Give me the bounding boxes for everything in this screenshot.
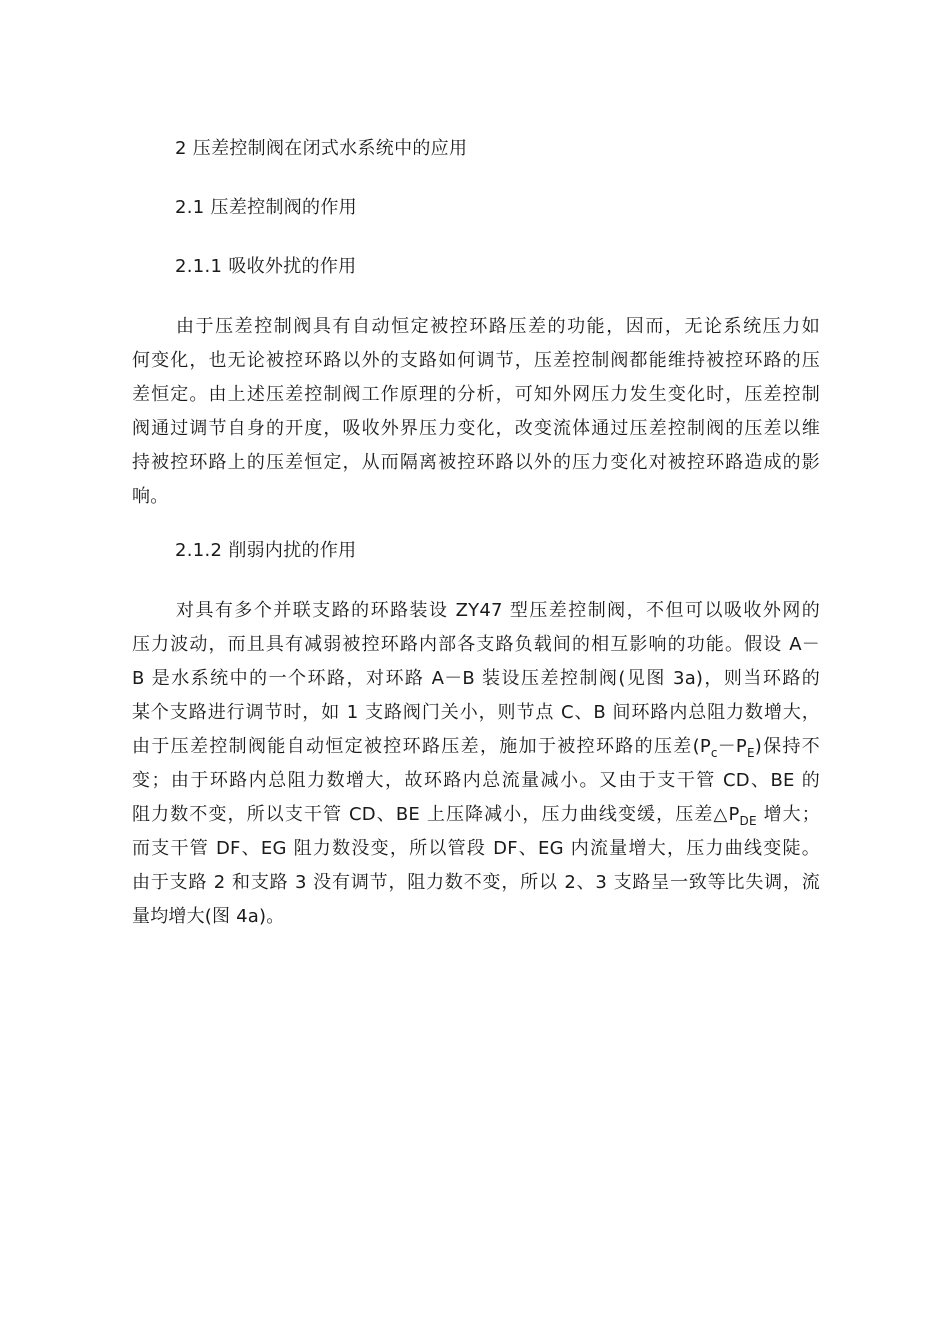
paragraph-line: 阀通过调节自身的开度，吸收外界压力变化，改变流体通过压差控制阀的压差以维	[132, 418, 820, 439]
paragraph-line: B 是水系统中的一个环路，对环路 A－B 装设压差控制阀(见图 3a)，则当环路的	[132, 668, 820, 689]
paragraph-line: 某个支路进行调节时，如 1 支路阀门关小，则节点 C、B 间环路内总阻力数增大，	[132, 702, 820, 723]
section-heading-2-1-2: 2.1.2 削弱内扰的作用	[175, 540, 357, 561]
paragraph-line: 压力波动，而且具有减弱被控环路内部各支路负载间的相互影响的功能。假设 A－	[132, 634, 820, 655]
subscript-c: c	[710, 746, 718, 760]
text-run: 增大；	[756, 804, 820, 825]
section-heading-2-1: 2.1 压差控制阀的作用	[175, 197, 357, 218]
paragraph-line-pressure-formula	[132, 730, 820, 764]
paragraph-line: 对具有多个并联支路的环路装设 ZY47 型压差控制阀，不但可以吸收外网的	[176, 600, 820, 621]
subscript-de: DE	[739, 814, 757, 828]
subscript-e: E	[746, 746, 755, 760]
paragraph-line: 由于支路 2 和支路 3 没有调节，阻力数不变，所以 2、3 支路呈一致等比失调，流	[132, 872, 820, 893]
section-heading-2: 2 压差控制阀在闭式水系统中的应用	[175, 138, 468, 159]
paragraph-line: 而支干管 DF、EG 阻力数没变，所以管段 DF、EG 内流量增大，压力曲线变陡。	[132, 838, 820, 859]
paragraph-line: 量均增大(图 4a)。	[132, 906, 285, 927]
text-run: 阻力数不变，所以支干管 CD、BE 上压降减小，压力曲线变缓，压差△P	[132, 804, 740, 825]
text-run: －P	[717, 736, 747, 757]
paragraph-absorb-external	[132, 310, 820, 514]
paragraph-line: 持被控环路上的压差恒定，从而隔离被控环路以外的压力变化对被控环路造成的影	[132, 452, 820, 473]
text-run: 由于压差控制阀能自动恒定被控环路压差，施加于被控环路的压差(P	[132, 736, 711, 757]
paragraph-line: 变；由于环路内总阻力数增大，故环路内总流量减小。又由于支干管 CD、BE 的	[132, 770, 820, 791]
paragraph-line: 由于压差控制阀具有自动恒定被控环路压差的功能，因而，无论系统压力如	[176, 316, 820, 337]
text-run: )保持不	[754, 736, 820, 757]
paragraph-line: 响。	[132, 486, 169, 507]
paragraph-weaken-internal	[132, 594, 820, 934]
section-heading-2-1-1: 2.1.1 吸收外扰的作用	[175, 256, 357, 277]
paragraph-line: 何变化，也无论被控环路以外的支路如何调节，压差控制阀都能维持被控环路的压	[132, 350, 820, 371]
paragraph-line: 差恒定。由上述压差控制阀工作原理的分析，可知外网压力发生变化时，压差控制	[132, 384, 820, 405]
paragraph-line-delta-pressure	[132, 798, 820, 832]
